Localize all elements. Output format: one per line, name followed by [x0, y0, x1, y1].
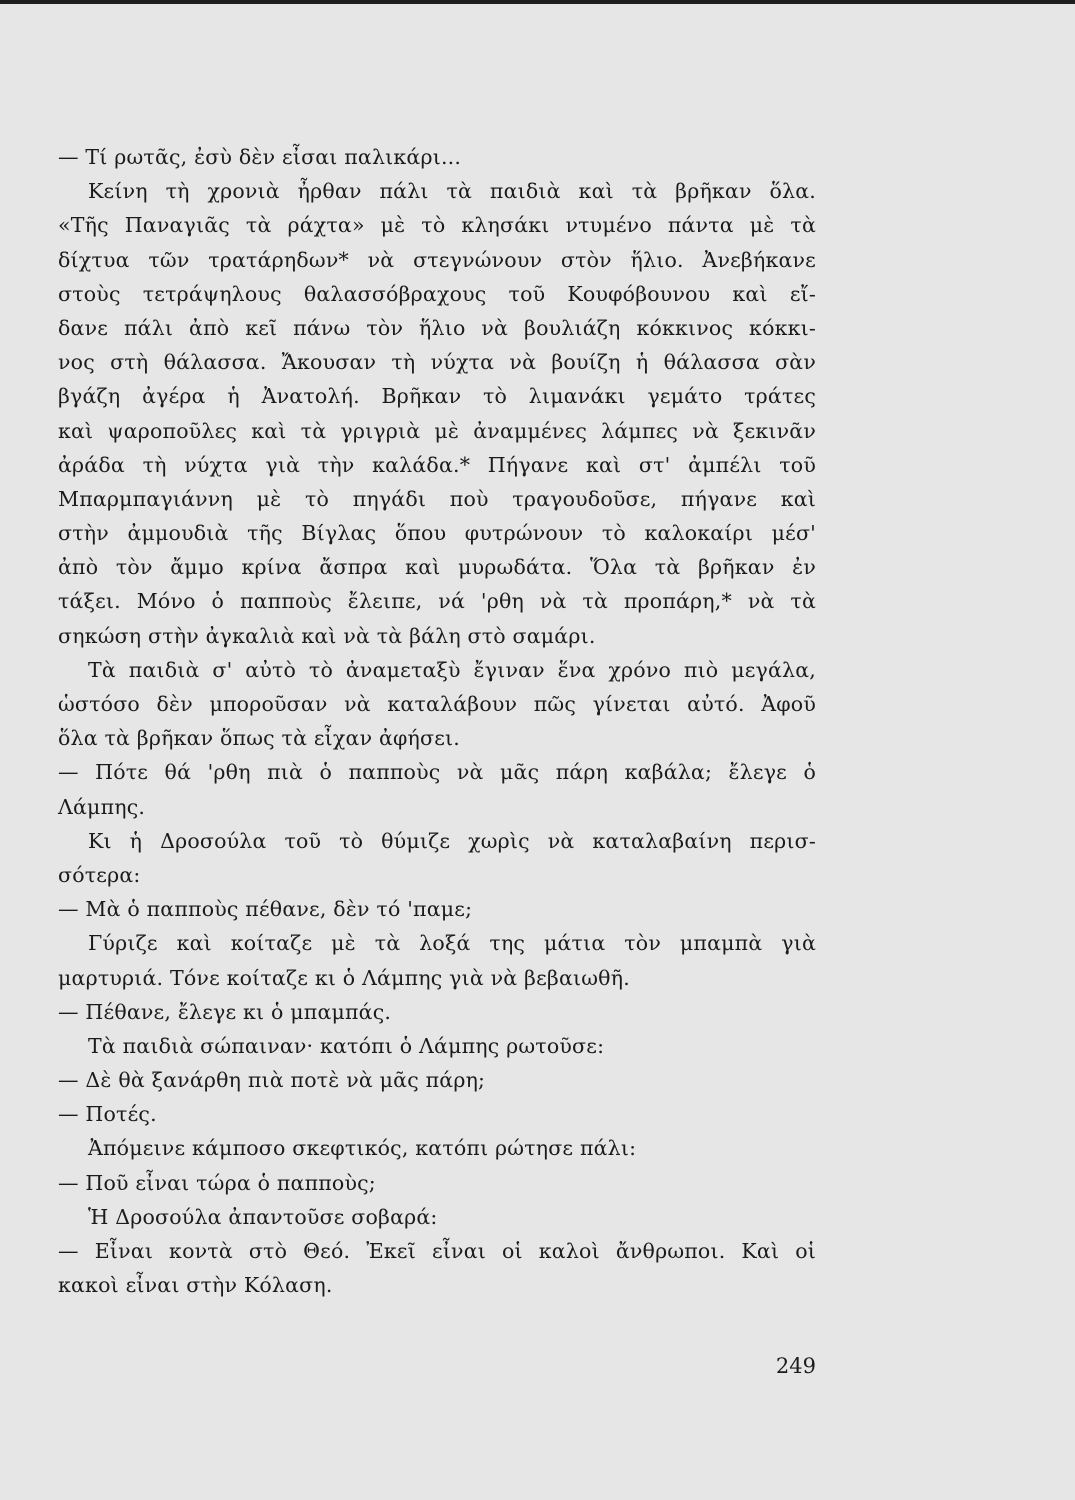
text-line: — Ποτές.: [58, 1102, 157, 1127]
text-line: — Τί ρωτᾶς, ἐσὺ δὲν εἶσαι παλικάρι...: [58, 145, 462, 169]
text-line: — Εἶναι κοντὰ στὸ Θεό. Ἐκεῖ εἶναι οἱ καλοὶ ἄνθρωποι. Καὶ οἱ: [58, 1239, 816, 1263]
text-line: τάξει. Μόνο ὁ παπποὺς ἔλειπε, νά 'ρθη νὰ τὰ προπάρη,* νὰ τὰ: [58, 589, 816, 614]
text-line: Ἀπόμεινε κάμποσο σκεφτικός, κατόπι ρώτησε πάλι:: [88, 1136, 637, 1161]
text-line: Τὰ παιδιὰ σώπαιναν· κατόπι ὁ Λάμπης ρωτοῦσε:: [88, 1033, 605, 1058]
text-line: ὅλα τὰ βρῆκαν ὅπως τὰ εἶχαν ἀφήσει.: [58, 726, 460, 751]
text-line: Τὰ παιδιὰ σ' αὐτὸ τὸ ἀναμεταξὺ ἔγιναν ἕνα χρόνο πιὸ μεγάλα,: [88, 657, 816, 682]
text-line: Ἡ Δροσούλα ἀπαντοῦσε σοβαρά:: [88, 1204, 438, 1229]
text-line: σότερα:: [58, 862, 141, 887]
text-line: καὶ ψαροποῦλες καὶ τὰ γριγριὰ μὲ ἀναμμένες λάμπες νὰ ξεκινᾶν: [58, 418, 816, 443]
text-line: Λάμπης.: [58, 794, 146, 819]
text-line: σηκώση στὴν ἀγκαλιὰ καὶ νὰ τὰ βάλη στὸ σαμάρι.: [58, 623, 596, 648]
page-number: 249: [775, 1354, 816, 1378]
text-line: βγάζη ἀγέρα ἡ Ἀνατολή. Βρῆκαν τὸ λιμανάκι γεμάτο τράτες: [58, 384, 816, 409]
text-line: κακοὶ εἶναι στὴν Κόλαση.: [58, 1273, 333, 1298]
text-line: — Ποῦ εἶναι τώρα ὁ παπποὺς;: [58, 1170, 376, 1195]
text-line: δίχτυα τῶν τρατάρηδων* νὰ στεγνώνουν στὸν ἥλιο. Ἀνεβήκανε: [58, 247, 816, 272]
text-line: — Μὰ ὁ παπποὺς πέθανε, δὲν τό 'παμε;: [58, 897, 473, 922]
text-line: στοὺς τετράψηλους θαλασσόβραχους τοῦ Κουφόβουνου καὶ εἴ-: [58, 281, 816, 306]
text-line: νος στὴ θάλασσα. Ἄκουσαν τὴ νύχτα νὰ βουίζη ἡ θάλασσα σὰν: [58, 350, 816, 375]
text-line: Γύριζε καὶ κοίταζε μὲ τὰ λοξά της μάτια τὸν μπαμπὰ γιὰ: [88, 931, 816, 956]
text-line: ἀράδα τὴ νύχτα γιὰ τὴν καλάδα.* Πήγανε καὶ στ' ἀμπέλι τοῦ: [58, 452, 816, 477]
text-line: Κι ἡ Δροσούλα τοῦ τὸ θύμιζε χωρὶς νὰ καταλαβαίνη περισ-: [88, 828, 816, 853]
text-line: «Τῆς Παναγιᾶς τὰ ράχτα» μὲ τὸ κλησάκι ντυμένο πάντα μὲ τὰ: [58, 213, 816, 238]
text-line: — Πότε θά 'ρθη πιὰ ὁ παπποὺς νὰ μᾶς πάρη καβάλα; ἔλεγε ὁ: [58, 760, 816, 785]
text-line: — Δὲ θὰ ξανάρθη πιὰ ποτὲ νὰ μᾶς πάρη;: [58, 1068, 486, 1093]
text-line: Μπαρμπαγιάννη μὲ τὸ πηγάδι ποὺ τραγουδοῦσε, πήγανε καὶ: [58, 486, 816, 511]
text-line: Κείνη τὴ χρονιὰ ἦρθαν πάλι τὰ παιδιὰ καὶ τὰ βρῆκαν ὅλα.: [88, 179, 816, 204]
page-top-edge: [0, 0, 1075, 4]
text-line: δανε πάλι ἀπὸ κεῖ πάνω τὸν ἥλιο νὰ βουλιάζη κόκκινος κόκκι-: [58, 315, 816, 340]
text-line: μαρτυριά. Τόνε κοίταζε κι ὁ Λάμπης γιὰ νὰ βεβαιωθῆ.: [58, 965, 630, 990]
text-line: — Πέθανε, ἔλεγε κι ὁ μπαμπάς.: [58, 999, 392, 1024]
body-text: [58, 140, 816, 1302]
text-line: ὡστόσο δὲν μποροῦσαν νὰ καταλάβουν πῶς γίνεται αὐτό. Ἀφοῦ: [58, 692, 816, 716]
text-line: ἀπὸ τὸν ἄμμο κρίνα ἄσπρα καὶ μυρωδάτα. Ὅλα τὰ βρῆκαν ἐν: [58, 555, 816, 580]
text-line: στὴν ἀμμουδιὰ τῆς Βίγλας ὅπου φυτρώνουν τὸ καλοκαίρι μέσ': [58, 521, 816, 546]
